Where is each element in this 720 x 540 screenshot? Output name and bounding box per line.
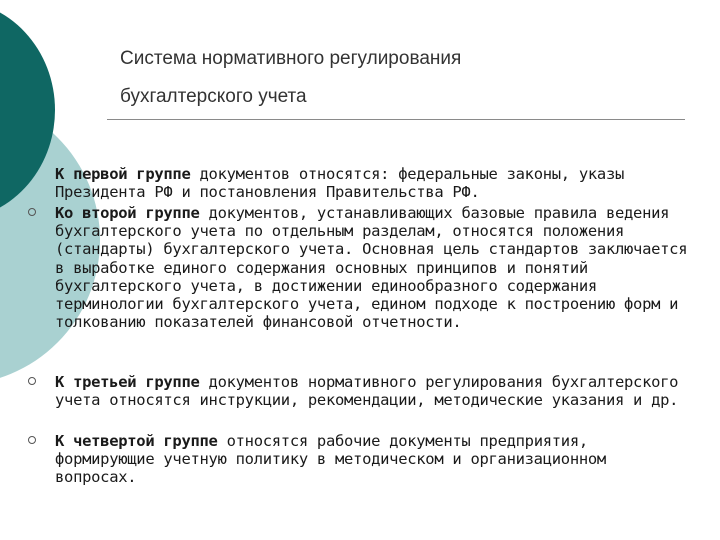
bullet-body: документов нормативного регулирования бухгалтерского учета относятся инструкции, рекомендации, методические указания и др. (55, 373, 679, 410)
title-divider (107, 119, 685, 120)
bullet-body: документов, устанавливающих базовые правила ведения бухгалтерского учета по отдельным разделам, относятся положения (стандарты) бухгалтерского учета. Основная цель стандартов заключается в выработке единого содержания основных принципов и понятий бухгалтерского учета, в достижении единообразного содержания терминологии бухгалтерского учета, едином подходе к построению форм и толкованию показателей финансовой отчетности. (55, 204, 688, 332)
slide-title-line-2: бухгалтерского учета (120, 86, 307, 107)
slide-title-line-1: Система нормативного регулирования (120, 48, 462, 69)
bullet-marker-icon (28, 377, 36, 385)
bullet-text (55, 204, 695, 331)
bullet-text (55, 165, 695, 201)
bullet-heading: К третьей группе (55, 373, 200, 391)
bullet-heading: Ко второй группе (55, 204, 200, 222)
bullet-text (55, 432, 695, 487)
bullet-heading: К четвертой группе (55, 432, 218, 450)
bullet-marker-icon (28, 436, 36, 444)
bullet-body: документов относятся: федеральные законы, указы Президента РФ и постановления Правительства РФ. (55, 165, 625, 202)
bullet-marker-icon (28, 208, 36, 216)
bullet-body: относятся рабочие документы предприятия, формирующие учетную политику в методическом и организационном вопросах. (55, 432, 606, 487)
bullet-heading: К первой группе (55, 165, 191, 183)
bullet-text (55, 373, 695, 409)
